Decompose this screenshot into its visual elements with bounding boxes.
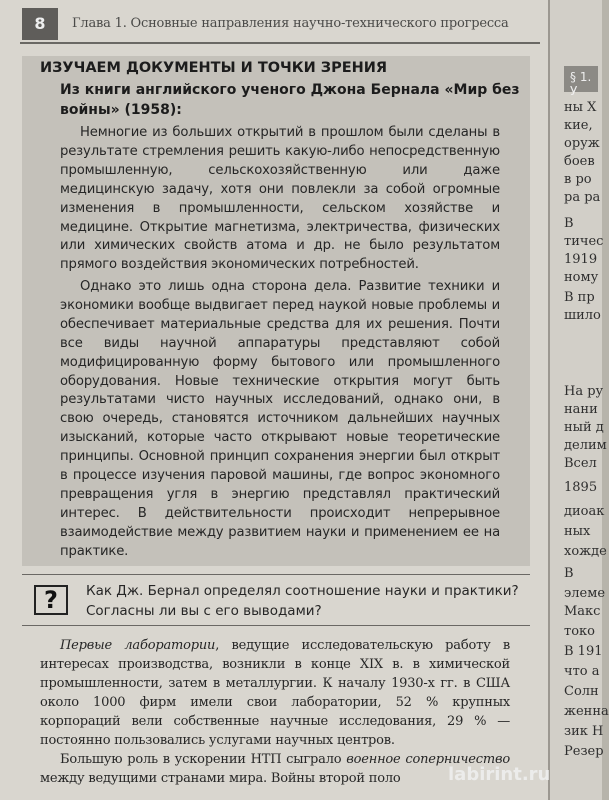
main-paragraph-2 <box>40 750 510 788</box>
right-page-line: боев <box>564 154 595 169</box>
right-page-line: Всел <box>564 456 597 471</box>
right-page-line: женна <box>564 704 609 719</box>
document-heading: ИЗУЧАЕМ ДОКУМЕНТЫ И ТОЧКИ ЗРЕНИЯ <box>40 60 388 76</box>
right-page-line: что а <box>564 664 600 679</box>
right-page-line: ных <box>564 524 591 539</box>
watermark-logo: labirint.ru <box>448 764 551 785</box>
document-paragraph-1: Немногие из больших открытий в прошлом были сделаны в результате стремления решить какую-либо непосредственную промышленную, сельскохозяйственную или даже медицинскую задачу, хотя они повлекли за собой огромные изменения в промышленности, сельском хозяйстве и медицине. Открытие магнетизма, электричества, физических или химических свойств атома и др. не было результатом прямого воздействия экономических потребностей. <box>60 125 500 273</box>
right-page-line: В 191 <box>564 644 603 659</box>
right-page-line: ны Х <box>564 100 597 115</box>
right-page-line: тичес <box>564 234 604 249</box>
page-number: 8 <box>22 8 58 40</box>
right-page-heading: § 1. У <box>564 66 598 92</box>
document-paragraph-2: Однако это лишь одна сторона дела. Развитие техники и экономики вообще выдвигает перед наукой новые проблемы и обеспечивает материальные средства для их решения. Почти все виды научной аппаратуры представляют собой модифицированную форму бытового или промышленного оборудования. Новые технические открытия могут быть результатами чисто научных исследований, однако они, в свою очередь, становятся источником дальнейших научных изысканий, которые часто открывают новые теоретические принципы. Основной принцип сохранения энергии был открыт в процессе изучения паровой машины, где вопрос экономного превращения угля в энергию представлял практический интерес. В действительности происходит непрерывное взаимодействие между развитием науки и применением ее на практике. <box>60 279 500 559</box>
right-page-line: зик Н <box>564 724 604 739</box>
right-page-line: ному <box>564 270 599 285</box>
right-page-line: В пр <box>564 290 595 305</box>
main-paragraph-1 <box>40 636 510 750</box>
right-page-line: Солн <box>564 684 599 699</box>
right-page-line: элеме <box>564 586 606 601</box>
right-page-line: нани <box>564 402 598 417</box>
right-page-line: кие, <box>564 118 593 133</box>
right-page-line: 1895 <box>564 480 598 495</box>
term-first-labs: Первые лаборатории <box>60 638 216 653</box>
question-mark-icon: ? <box>34 585 68 615</box>
right-page-line: ный д <box>564 420 604 435</box>
main-paragraph-2-start: Большую роль в ускорении НТП сыграло <box>60 752 347 767</box>
right-page-line: оруж <box>564 136 600 151</box>
question-text: Как Дж. Бернал определял соотношение науки и практики? Согласны ли вы с его выводами? <box>86 583 519 619</box>
term-military-rivalry: военное соперничество <box>346 752 510 767</box>
running-title: Глава 1. Основные направления научно-технического прогресса <box>72 16 509 31</box>
document-subheading: Из книги английского ученого Джона Бернала «Мир без войны» (1958): <box>60 82 520 118</box>
right-page-line: Макс <box>564 604 601 619</box>
right-page-edge <box>548 0 609 800</box>
right-page-line: шило <box>564 308 601 323</box>
right-page-line: в ро <box>564 172 592 187</box>
right-page-line: 1919 <box>564 252 598 267</box>
right-page-line: Резер <box>564 744 604 759</box>
right-page-line: В <box>564 566 574 581</box>
right-page-line: ра ра <box>564 190 601 205</box>
right-page-line: диоак <box>564 504 605 519</box>
main-paragraph-1-text: , ведущие исследовательскую работу в интересах производства, возникли в конце XIX в. в химической промышленности, затем в металлургии. К началу 1930-х гг. в США около 1000 фирм имели свои лаборатории, 52 % крупных корпораций вели собственные научные исследования, 29 % — постоянно пользовались услугами научных центров. <box>40 638 510 748</box>
main-paragraph-2-text: между ведущими странами мира. Войны второй поло <box>40 771 401 786</box>
header-rule <box>20 42 540 44</box>
right-page-line: токо <box>564 624 595 639</box>
right-page-line: хожде <box>564 544 607 559</box>
right-page-line: делим <box>564 438 607 453</box>
right-page-line: В <box>564 216 574 231</box>
right-page-line: На ру <box>564 384 604 399</box>
